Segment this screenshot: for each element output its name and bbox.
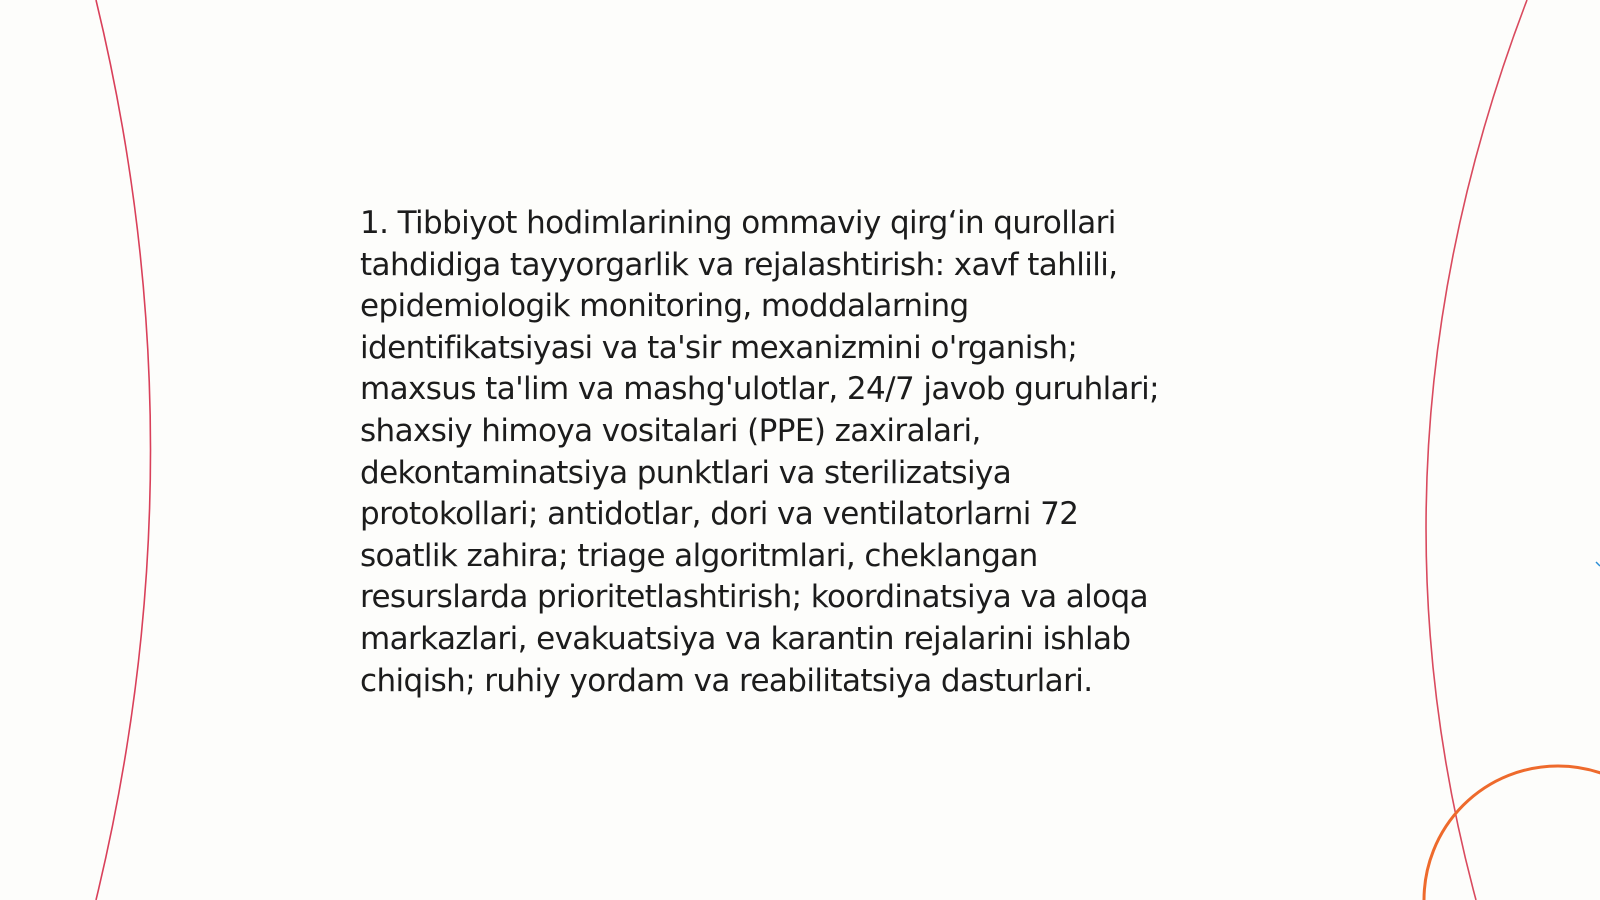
body-line: markazlari, evakuatsiya va karantin rejalarini ishlab [360,620,1131,657]
right-arc-line [1426,0,1527,900]
body-line: shaxsiy himoya vositalari (PPE) zaxiralari, [360,412,981,449]
body-line: resurslarda prioritetlashtirish; koordinatsiya va aloqa [360,579,1149,616]
body-line: chiqish; ruhiy yordam va reabilitatsiya dasturlari. [360,662,1093,699]
left-arc-line [96,0,151,900]
body-line: tahdidiga tayyorgarlik va rejalashtirish: xavf tahlili, [360,246,1118,283]
body-line: dekontaminatsiya punktlari va sterilizatsiya [360,454,1012,491]
slide-body-text [360,203,1230,702]
body-line: soatlik zahira; triage algoritmlari, cheklangan [360,537,1038,574]
blue-tick-mark [1596,562,1600,566]
body-line: maxsus ta'lim va mashg'ulotlar, 24/7 javob guruhlari; [360,371,1160,408]
body-line: 1. Tibbiyot hodimlarining ommaviy qirg‘in qurollari [360,205,1116,241]
body-line: protokollari; antidotlar, dori va ventilatorlarni 72 [360,496,1079,533]
body-line: identifikatsiyasi va ta'sir mexanizmini o'rganish; [360,329,1078,366]
body-line: epidemiologik monitoring, moddalarning [360,288,969,325]
